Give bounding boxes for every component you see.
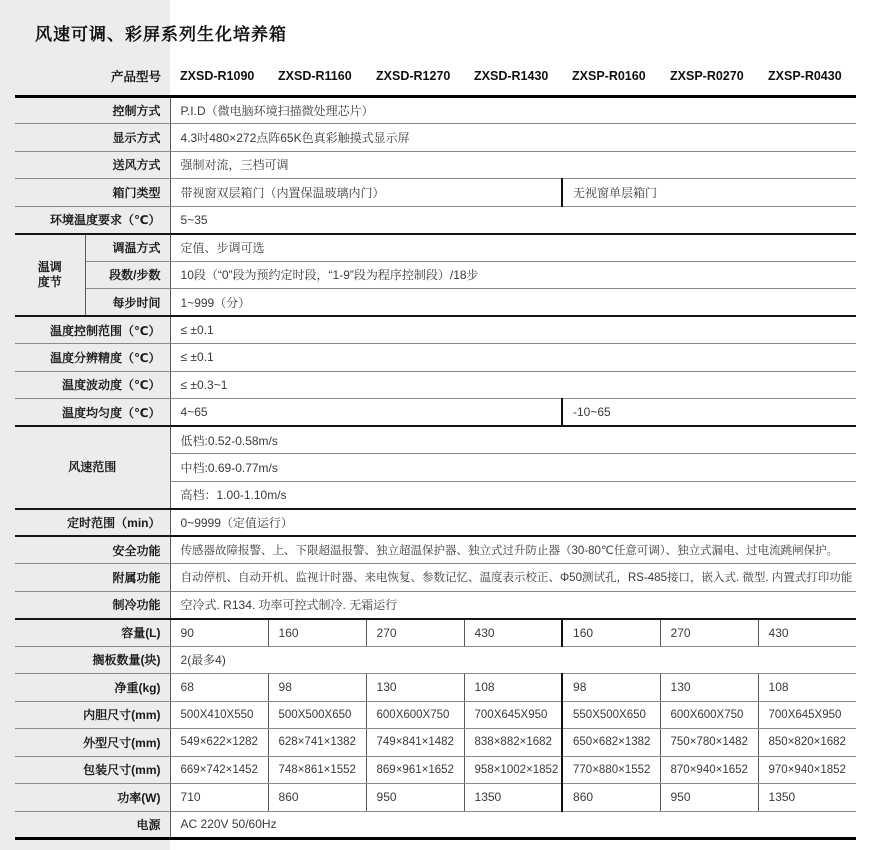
cell-value: 628×741×1382 <box>268 729 366 757</box>
row-label: 温度均匀度（℃） <box>15 399 170 427</box>
table-row <box>15 674 856 702</box>
header-label: 产品型号 <box>15 58 170 96</box>
table-header-row <box>15 58 856 96</box>
row-label: 功率(W) <box>15 784 170 812</box>
table-row <box>15 289 856 317</box>
row-value-right: 无视窗单层箱门 <box>562 179 856 207</box>
cell-value: 130 <box>366 674 464 702</box>
table-row <box>15 591 856 619</box>
table-row <box>15 206 856 234</box>
row-label: 环境温度要求（℃） <box>15 206 170 234</box>
cell-value: 270 <box>660 619 758 647</box>
row-label: 显示方式 <box>15 124 170 152</box>
row-label: 段数/步数 <box>85 261 170 289</box>
cell-value: 669×742×1452 <box>170 756 268 784</box>
cell-value: 748×861×1552 <box>268 756 366 784</box>
row-label: 电源 <box>15 811 170 839</box>
table-row <box>15 536 856 564</box>
table-row <box>15 784 856 812</box>
group-label-wind-speed: 风速范围 <box>15 426 170 509</box>
cell-value: 1350 <box>464 784 562 812</box>
table-row <box>15 179 856 207</box>
table-row <box>15 124 856 152</box>
table-row <box>15 811 856 839</box>
cell-value: 950 <box>366 784 464 812</box>
cell-value: 860 <box>268 784 366 812</box>
row-value: 5~35 <box>170 206 856 234</box>
model-name: ZXSD-R1430 <box>464 58 562 96</box>
row-label: 安全功能 <box>15 536 170 564</box>
cell-value: 869×961×1652 <box>366 756 464 784</box>
row-value: ≤ ±0.3~1 <box>170 371 856 399</box>
cell-value: 160 <box>562 619 660 647</box>
model-name: ZXSD-R1090 <box>170 58 268 96</box>
row-label: 温度控制范围（℃） <box>15 316 170 344</box>
cell-value: 950 <box>660 784 758 812</box>
row-value: ≤ ±0.1 <box>170 344 856 372</box>
row-label: 搁板数量(块) <box>15 646 170 674</box>
model-name: ZXSD-R1160 <box>268 58 366 96</box>
cell-value: 500X500X650 <box>268 701 366 729</box>
row-label: 外型尺寸(mm) <box>15 729 170 757</box>
cell-value: 108 <box>758 674 856 702</box>
row-label: 温度波动度（℃） <box>15 371 170 399</box>
cell-value: 98 <box>562 674 660 702</box>
row-value: 2(最多4) <box>170 646 856 674</box>
row-label: 附属功能 <box>15 564 170 592</box>
table-row <box>15 234 856 262</box>
table-row <box>15 729 856 757</box>
cell-value: 870×940×1652 <box>660 756 758 784</box>
row-value: 空冷式. R134. 功率可控式制冷. 无霜运行 <box>170 591 856 619</box>
row-label: 箱门类型 <box>15 179 170 207</box>
cell-value: 770×880×1552 <box>562 756 660 784</box>
row-value: 1~999（分） <box>170 289 856 317</box>
cell-value: 600X600X750 <box>366 701 464 729</box>
table-row <box>15 96 856 124</box>
cell-value: 970×940×1852 <box>758 756 856 784</box>
table-row <box>15 344 856 372</box>
row-label: 定时范围（min） <box>15 509 170 537</box>
cell-value: 68 <box>170 674 268 702</box>
cell-value: 430 <box>464 619 562 647</box>
row-label: 内胆尺寸(mm) <box>15 701 170 729</box>
row-value-left: 带视窗双层箱门（内置保温玻璃内门） <box>170 179 562 207</box>
cell-value: 550X500X650 <box>562 701 660 729</box>
cell-value: 90 <box>170 619 268 647</box>
model-name: ZXSD-R1270 <box>366 58 464 96</box>
cell-value: 130 <box>660 674 758 702</box>
cell-value: 710 <box>170 784 268 812</box>
table-row <box>15 701 856 729</box>
table-row <box>15 371 856 399</box>
table-row <box>15 426 856 454</box>
table-row <box>15 619 856 647</box>
row-label: 控制方式 <box>15 96 170 124</box>
row-label: 每步时间 <box>85 289 170 317</box>
row-value: 4.3吋480×272点阵65K色真彩触摸式显示屏 <box>170 124 856 152</box>
row-value-right: -10~65 <box>562 399 856 427</box>
model-name: ZXSP-R0160 <box>562 58 660 96</box>
table-row <box>15 316 856 344</box>
row-value-wind-high: 高档：1.00-1.10m/s <box>170 481 856 509</box>
row-label: 送风方式 <box>15 151 170 179</box>
row-value: 10段（“0”段为预约定时段，“1-9”段为程序控制段）/18步 <box>170 261 856 289</box>
table-row <box>15 756 856 784</box>
row-label: 包装尺寸(mm) <box>15 756 170 784</box>
row-value: 自动停机、自动开机、监视计时器、来电恢复、参数记忆、温度表示校正、Φ50测试孔，RS-485接口，嵌入式. 微型. 内置式打印功能 <box>170 564 856 592</box>
spec-table <box>15 58 856 840</box>
table-row <box>15 399 856 427</box>
cell-value: 650×682×1382 <box>562 729 660 757</box>
row-label: 容量(L) <box>15 619 170 647</box>
row-value: P.I.D（微电脑环境扫描微处理芯片） <box>170 96 856 124</box>
row-value: ≤ ±0.1 <box>170 316 856 344</box>
row-value-left: 4~65 <box>170 399 562 427</box>
table-row <box>15 646 856 674</box>
row-value: AC 220V 50/60Hz <box>170 811 856 839</box>
row-value-wind-low: 低档:0.52-0.58m/s <box>170 426 856 454</box>
row-label: 温度分辨精度（℃） <box>15 344 170 372</box>
cell-value: 860 <box>562 784 660 812</box>
page-title: 风速可调、彩屏系列生化培养箱 <box>35 25 287 44</box>
cell-value: 500X410X550 <box>170 701 268 729</box>
row-value: 定值、步调可选 <box>170 234 856 262</box>
row-value: 强制对流，三档可调 <box>170 151 856 179</box>
cell-value: 600X600X750 <box>660 701 758 729</box>
cell-value: 958×1002×1852 <box>464 756 562 784</box>
row-label: 制冷功能 <box>15 591 170 619</box>
cell-value: 270 <box>366 619 464 647</box>
cell-value: 430 <box>758 619 856 647</box>
cell-value: 108 <box>464 674 562 702</box>
table-row <box>15 261 856 289</box>
group-label-line2: 度节 <box>37 274 62 289</box>
table-row <box>15 509 856 537</box>
model-name: ZXSP-R0430 <box>758 58 856 96</box>
cell-value: 1350 <box>758 784 856 812</box>
cell-value: 850×820×1682 <box>758 729 856 757</box>
group-label-line1: 温调 <box>37 259 62 274</box>
row-label: 调温方式 <box>85 234 170 262</box>
table-row <box>15 151 856 179</box>
row-value: 传感器故障报警、上、下限超温报警、独立超温保护器、独立式过升防止器（30-80℃任意可调）、独立式漏电、过电流跳闸保护。 <box>170 536 856 564</box>
cell-value: 160 <box>268 619 366 647</box>
cell-value: 750×780×1482 <box>660 729 758 757</box>
cell-value: 838×882×1682 <box>464 729 562 757</box>
cell-value: 749×841×1482 <box>366 729 464 757</box>
group-label-temp-adjust <box>15 234 85 317</box>
row-label: 净重(kg) <box>15 674 170 702</box>
row-value-wind-mid: 中档:0.69-0.77m/s <box>170 454 856 482</box>
cell-value: 700X645X950 <box>464 701 562 729</box>
model-name: ZXSP-R0270 <box>660 58 758 96</box>
table-row <box>15 564 856 592</box>
cell-value: 549×622×1282 <box>170 729 268 757</box>
cell-value: 700X645X950 <box>758 701 856 729</box>
row-value: 0~9999（定值运行） <box>170 509 856 537</box>
cell-value: 98 <box>268 674 366 702</box>
